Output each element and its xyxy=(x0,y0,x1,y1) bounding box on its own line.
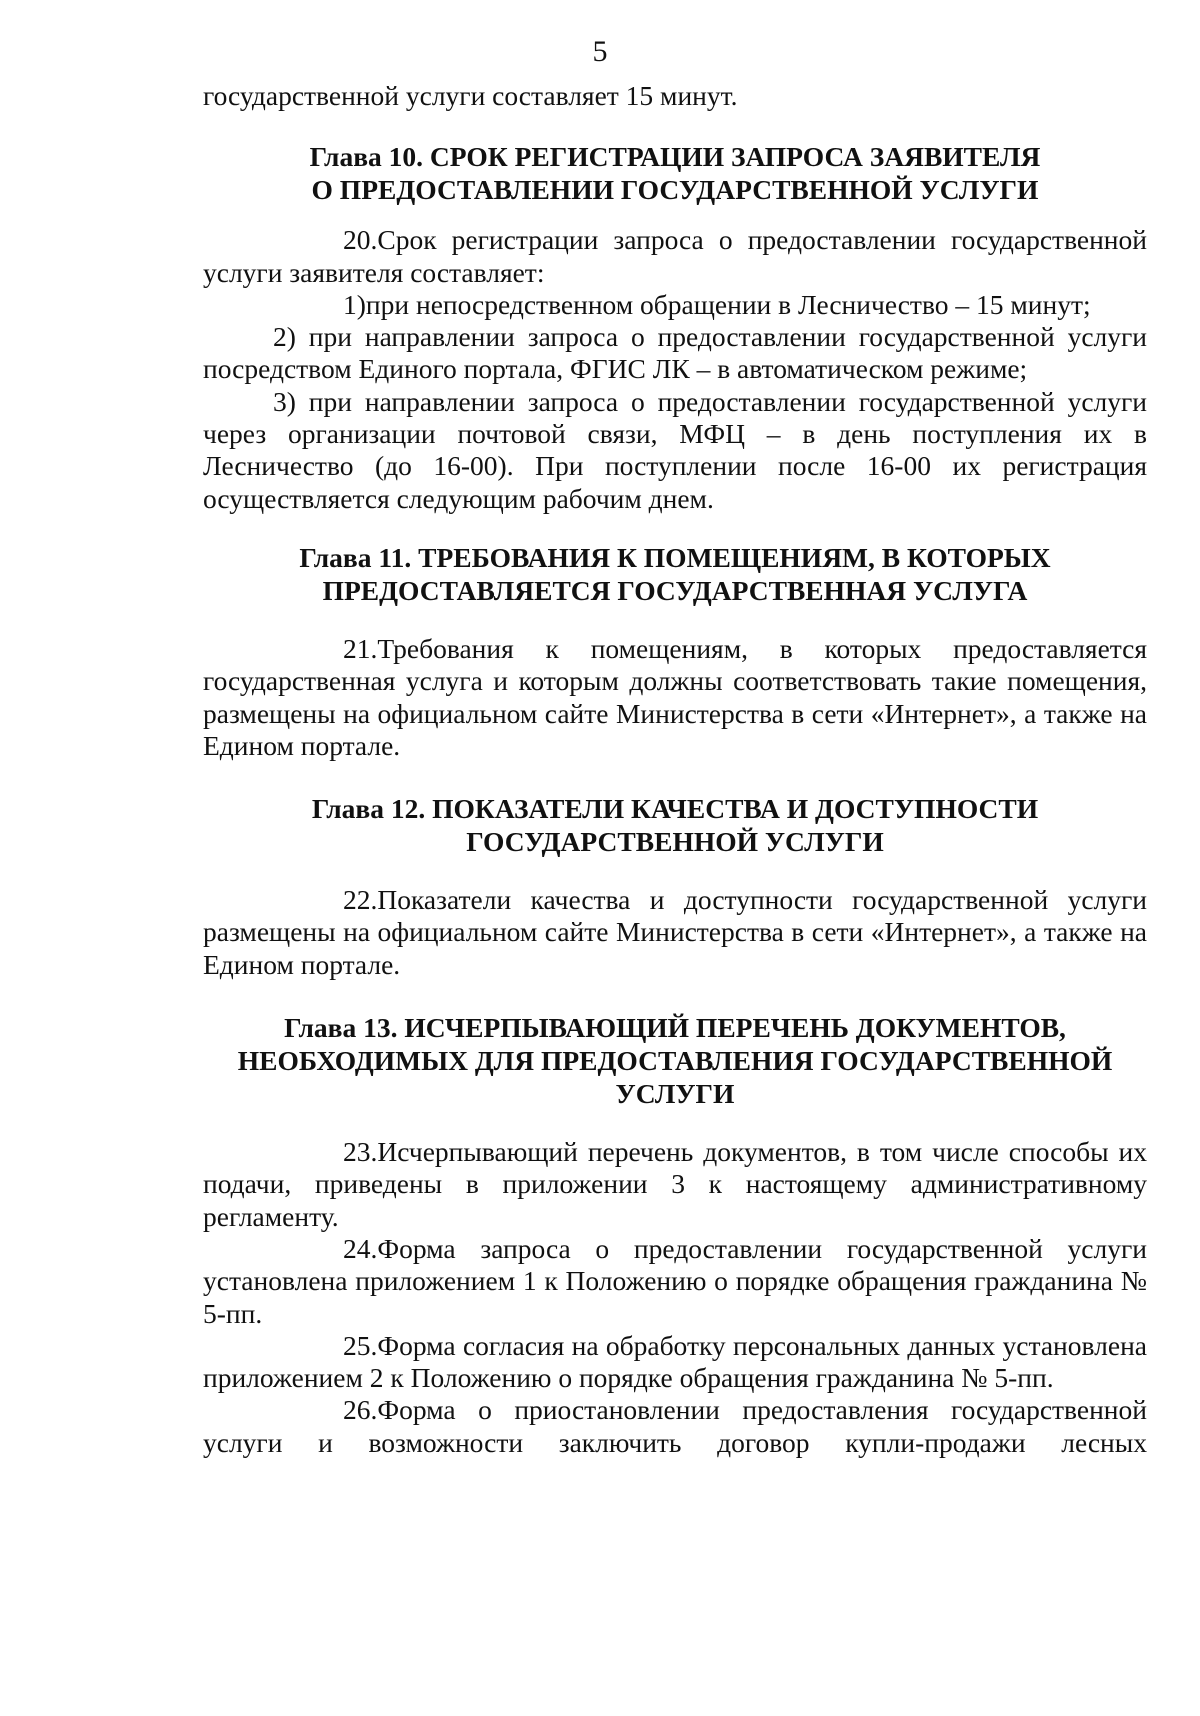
chapter-12-heading-line-2: ГОСУДАРСТВЕННОЙ УСЛУГИ xyxy=(466,826,884,858)
paragraph-24-number: 24. xyxy=(343,1232,378,1264)
chapter-13-heading-line-1: Глава 13. ИСЧЕРПЫВАЮЩИЙ ПЕРЕЧЕНЬ ДОКУМЕНТОВ, xyxy=(284,1012,1066,1044)
chapter-13-heading xyxy=(203,1011,1147,1110)
paragraph-23 xyxy=(203,1136,1147,1233)
chapter-10-heading-line-1: Глава 10. СРОК РЕГИСТРАЦИИ ЗАПРОСА ЗАЯВИТЕЛЯ xyxy=(309,141,1041,173)
document-body xyxy=(203,80,1147,1459)
paragraph-22 xyxy=(203,884,1147,981)
chapter-11-heading xyxy=(203,541,1147,607)
paragraph-25 xyxy=(203,1330,1147,1395)
chapter-13-heading-line-3: УСЛУГИ xyxy=(615,1078,735,1110)
page-number: 5 xyxy=(592,35,608,68)
paragraph-26-text: Форма о приостановлении предоставления государственной услуги и возможности заключить договор купли-продажи лесных xyxy=(203,1394,1147,1458)
chapter-11-heading-line-2: ПРЕДОСТАВЛЯЕТСЯ ГОСУДАРСТВЕННАЯ УСЛУГА xyxy=(322,574,1028,606)
paragraph-25-number: 25. xyxy=(343,1329,378,1361)
paragraph-20-item-1 xyxy=(203,289,1147,321)
paragraph-26-number: 26. xyxy=(343,1394,378,1426)
chapter-10-heading-line-2: О ПРЕДОСТАВЛЕНИИ ГОСУДАРСТВЕННОЙ УСЛУГИ xyxy=(311,174,1039,206)
paragraph-20-item-1-text: при непосредственном обращении в Лесничество – 15 минут; xyxy=(365,288,1091,320)
paragraph-20-text: Срок регистрации запроса о предоставлении государственной услуги заявителя составляет: xyxy=(203,224,1147,288)
intro-paragraph: государственной услуги составляет 15 минут. xyxy=(203,80,738,111)
paragraph-20 xyxy=(203,224,1147,289)
paragraph-23-text: Исчерпывающий перечень документов, в том числе способы их подачи, приведены в приложении 3 к настоящему административному регламенту. xyxy=(203,1136,1147,1232)
paragraph-20-item-2: 2) при направлении запроса о предоставлении государственной услуги посредством Единого портала, ФГИС ЛК – в автоматическом режиме; xyxy=(203,321,1147,385)
chapter-10-heading xyxy=(203,140,1147,206)
paragraph-20-number: 20. xyxy=(343,224,378,256)
paragraph-25-text: Форма согласия на обработку персональных данных установлена приложением 2 к Положению о порядке обращения гражданина № 5-пп. xyxy=(203,1329,1147,1394)
paragraph-24-text: Форма запроса о предоставлении государственной услуги установлена приложением 1 к Положению о порядке обращения гражданина № 5-пп. xyxy=(203,1232,1147,1329)
chapter-13-heading-line-2: НЕОБХОДИМЫХ ДЛЯ ПРЕДОСТАВЛЕНИЯ ГОСУДАРСТВЕННОЙ xyxy=(237,1045,1113,1077)
paragraph-20-item-1-number: 1) xyxy=(343,288,366,320)
chapter-12-heading xyxy=(203,792,1147,858)
chapter-12-heading-line-1: Глава 12. ПОКАЗАТЕЛИ КАЧЕСТВА И ДОСТУПНОСТИ xyxy=(311,793,1039,825)
paragraph-24 xyxy=(203,1233,1147,1330)
paragraph-23-number: 23. xyxy=(343,1136,378,1168)
paragraph-21-number: 21. xyxy=(343,632,378,664)
paragraph-22-number: 22. xyxy=(343,884,378,916)
paragraph-21 xyxy=(203,633,1147,762)
paragraph-26 xyxy=(203,1394,1147,1459)
chapter-11-heading-line-1: Глава 11. ТРЕБОВАНИЯ К ПОМЕЩЕНИЯМ, В КОТОРЫХ xyxy=(299,541,1051,573)
paragraph-20-item-3: 3) при направлении запроса о предоставлении государственной услуги через организации почтовой связи, МФЦ – в день поступления их в Лесничество (до 16-00). При поступлении после 16-00 их регистрация осуществляется следующим рабочим днем. xyxy=(203,385,1147,514)
paragraph-21-text: Требования к помещениям, в которых предоставляется государственная услуга и которым должны соответствовать такие помещения, размещены на официальном сайте Министерства в сети «Интернет», а также на Едином портале. xyxy=(203,632,1147,761)
paragraph-22-text: Показатели качества и доступности государственной услуги размещены на официальном сайте Министерства в сети «Интернет», а также на Едином портале. xyxy=(203,884,1147,980)
